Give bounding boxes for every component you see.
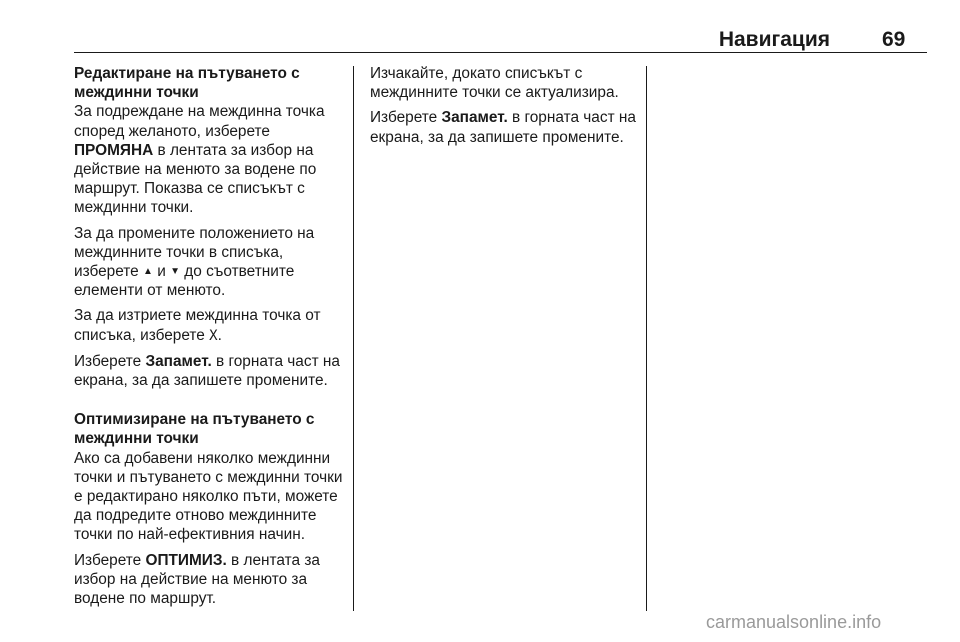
term-optimize: ОПТИМИЗ. [145, 551, 227, 569]
paragraph-delete-waypoint: За да изтриете междинна точка от списъка, изберете X. [74, 307, 321, 344]
arrow-up-icon: ▲ [143, 266, 153, 278]
term-save: Запамет. [145, 352, 212, 370]
middle-column [370, 64, 640, 153]
column-divider [353, 66, 354, 611]
paragraph-select-optimize: Изберете ОПТИМИЗ. в лентата за избор на действие на менюто за водене по маршрут. [74, 551, 320, 608]
paragraph-reorder: За подреждане на междинна точка според желаното, изберете ПРОМЯНА в лентата за избор на действие на менюто за водене по маршрут. Показва се списъкът с междинни точки. [74, 103, 325, 217]
header-title: Навигация [718, 28, 830, 51]
column-divider-right [646, 66, 647, 611]
term-save-2: Запамет. [441, 109, 508, 127]
spacer [74, 396, 349, 410]
close-icon: X [209, 327, 218, 344]
section-title-edit-route: Редактиране на пътуването с междинни точки [74, 65, 300, 102]
paragraph-wait-update: Изчакайте, докато списъкът с междинните точки се актуализира. [370, 65, 619, 102]
paragraph-optimize: Ако са добавени няколко междинни точки и пътуването с междинни точки е редактирано няколко пъти, можете да подредите отново междинните точки по най-ефективния начин. [74, 449, 343, 544]
left-column [74, 64, 349, 614]
page-number: 69 [882, 28, 906, 51]
section-title-optimize-route: Оптимизиране на пътуването с междинни точки [74, 411, 315, 448]
arrow-down-icon: ▼ [170, 266, 180, 278]
paragraph-save: Изберете Запамет. в горната част на екрана, за да запишете промените. [74, 352, 340, 390]
paragraph-move-waypoints: За да промените положението на междинните точки в списъка, изберете ▲ и ▼ до съответните елементи от менюто. [74, 224, 315, 300]
watermark: carmanualsonline.info [706, 612, 882, 632]
term-change: ПРОМЯНА [74, 141, 154, 159]
header-rule [74, 52, 927, 53]
paragraph-save-2: Изберете Запамет. в горната част на екрана, за да запишете промените. [370, 109, 636, 146]
